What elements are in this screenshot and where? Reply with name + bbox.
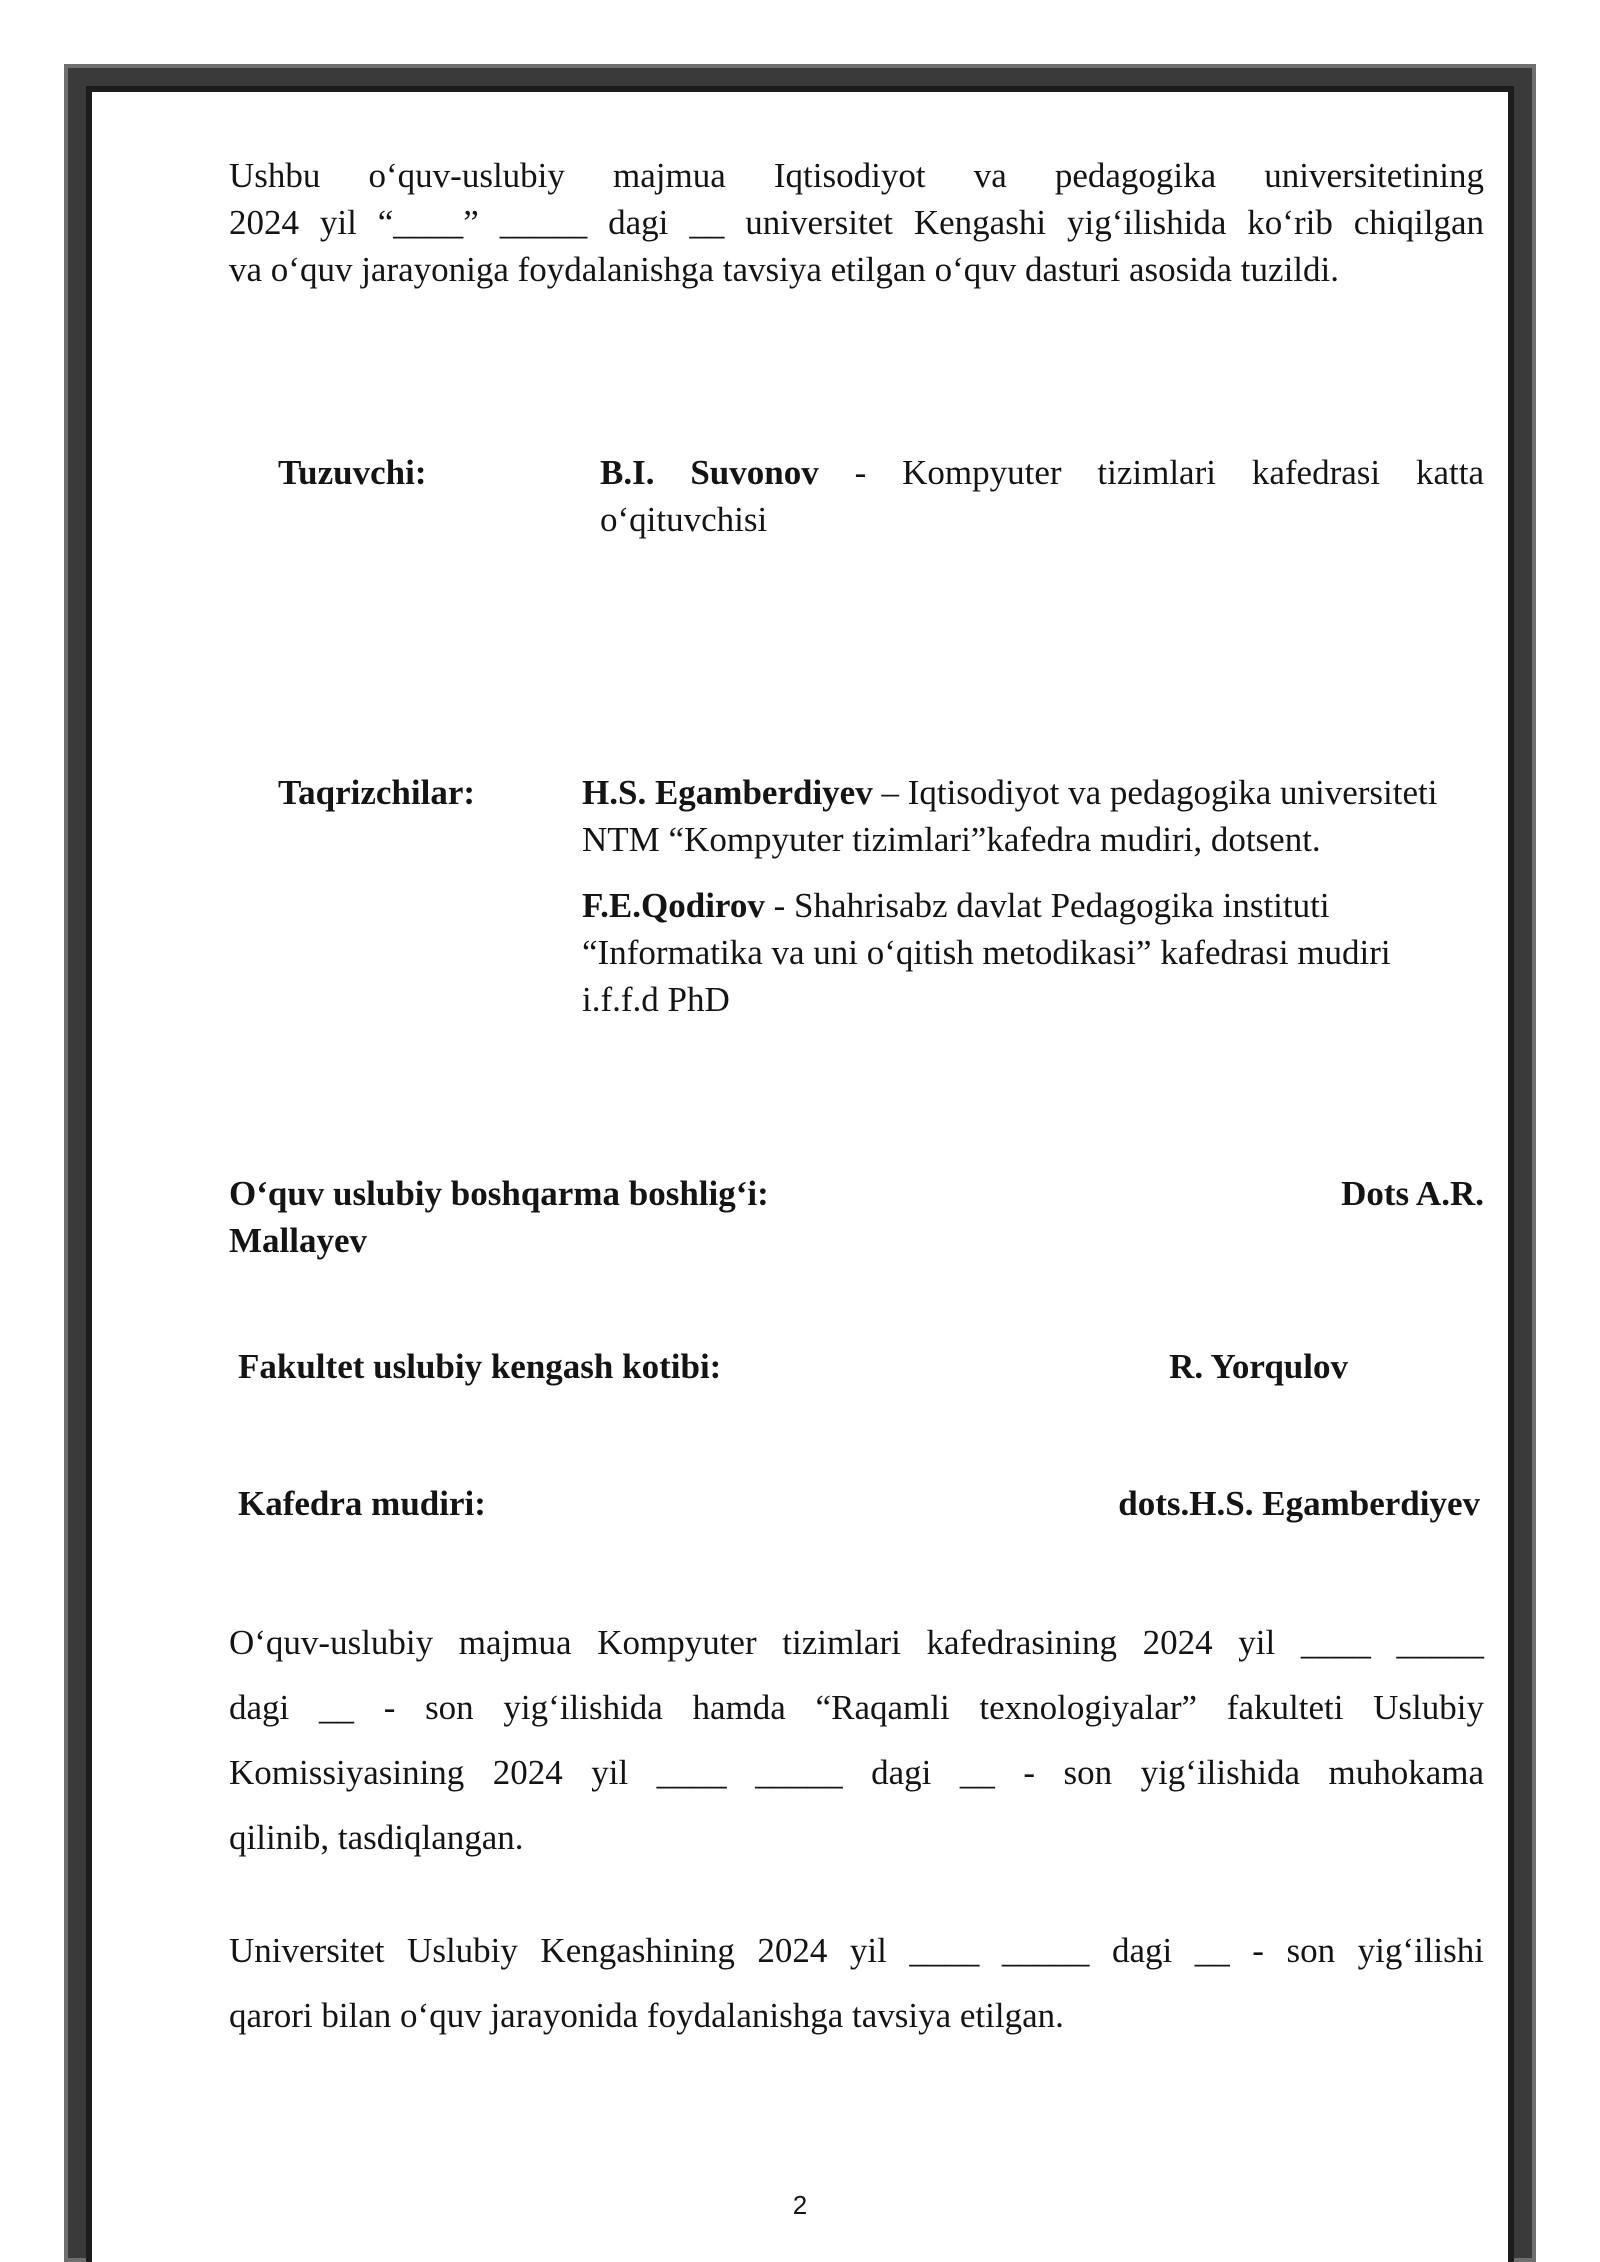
signature-oquv xyxy=(229,1170,1484,1264)
signature-fakultet-row xyxy=(238,1343,1348,1390)
signature-kafedra-label: Kafedra mudiri: xyxy=(238,1484,486,1523)
signature-fakultet-label: Fakultet uslubiy kengash kotibi: xyxy=(238,1347,722,1386)
reviewer-2-desc-1: - Shahrisabz davlat Pedagogika instituti xyxy=(764,886,1330,925)
author-desc-2: o‘qituvchisi xyxy=(600,500,768,539)
approval-2-line-1: Universitet Uslubiy Kengashining 2024 yil ____ _____ dagi __ - son yig‘ilishi xyxy=(229,1931,1484,1970)
intro-line-2: 2024 yil “____” _____ dagi __ universitet Kengashi yig‘ilishida ko‘rib chiqilgan xyxy=(229,203,1484,242)
intro-line-1: Ushbu o‘quv-uslubiy majmua Iqtisodiyot va pedagogika universitetining xyxy=(229,156,1484,195)
reviewers-label: Taqrizchilar: xyxy=(278,773,476,812)
reviewer-2 xyxy=(582,882,1508,1023)
signature-fakultet xyxy=(238,1343,1348,1390)
author-label: Tuzuvchi: xyxy=(278,453,427,492)
author-line-1 xyxy=(600,449,1484,496)
signature-kafedra-name: dots.H.S. Egamberdiyev xyxy=(1118,1484,1480,1523)
signature-kafedra-row xyxy=(238,1480,1480,1527)
reviewer-1-line-1 xyxy=(582,769,1508,816)
signature-fakultet-name: R. Yorqulov xyxy=(1169,1347,1348,1386)
approval-1-line-4: qilinib, tasdiqlangan. xyxy=(229,1818,524,1857)
intro-paragraph xyxy=(229,152,1484,293)
signature-oquv-label: O‘quv uslubiy boshqarma boshlig‘i: xyxy=(229,1174,769,1213)
document-page xyxy=(92,92,1508,2262)
signature-kafedra xyxy=(238,1480,1480,1527)
approval-paragraph-2 xyxy=(229,1918,1484,2048)
page-number: 2 xyxy=(792,2190,808,2220)
reviewer-1-name: H.S. Egamberdiyev xyxy=(582,773,873,812)
reviewer-2-line-1 xyxy=(582,882,1508,929)
signature-oquv-name: Dots A.R. xyxy=(1341,1174,1484,1213)
reviewer-1 xyxy=(582,769,1508,863)
approval-1-line-1: O‘quv-uslubiy majmua Kompyuter tizimlari kafedrasining 2024 yil ____ _____ xyxy=(229,1623,1484,1662)
approval-1-line-3: Komissiyasining 2024 yil ____ _____ dagi __ - son yig‘ilishida muhokama xyxy=(229,1753,1484,1792)
signature-oquv-row xyxy=(229,1170,1484,1217)
reviewer-2-desc-2: “Informatika va uni o‘qitish metodikasi” kafedrasi mudiri xyxy=(582,933,1391,972)
reviewer-1-desc-2: NTM “Kompyuter tizimlari”kafedra mudiri, dotsent. xyxy=(582,820,1321,859)
signature-oquv-name-2: Mallayev xyxy=(229,1221,368,1260)
reviewer-2-name: F.E.Qodirov xyxy=(582,886,765,925)
approval-1-line-2: dagi __ - son yig‘ilishida hamda “Raqamli texnologiyalar” fakulteti Uslubiy xyxy=(229,1688,1484,1727)
reviewer-1-desc-1: – Iqtisodiyot va pedagogika universiteti xyxy=(872,773,1438,812)
reviewer-2-desc-3: i.f.f.d PhD xyxy=(582,980,730,1019)
author-desc-1: - Kompyuter tizimlari kafedrasi katta xyxy=(818,453,1484,492)
author-name: B.I. Suvonov xyxy=(600,453,819,492)
approval-paragraph-1 xyxy=(229,1610,1484,1870)
author-block xyxy=(600,449,1484,543)
intro-line-3: va o‘quv jarayoniga foydalanishga tavsiya etilgan o‘quv dasturi asosida tuzildi. xyxy=(229,250,1339,289)
approval-2-line-2: qarori bilan o‘quv jarayonida foydalanishga tavsiya etilgan. xyxy=(229,1996,1064,2035)
